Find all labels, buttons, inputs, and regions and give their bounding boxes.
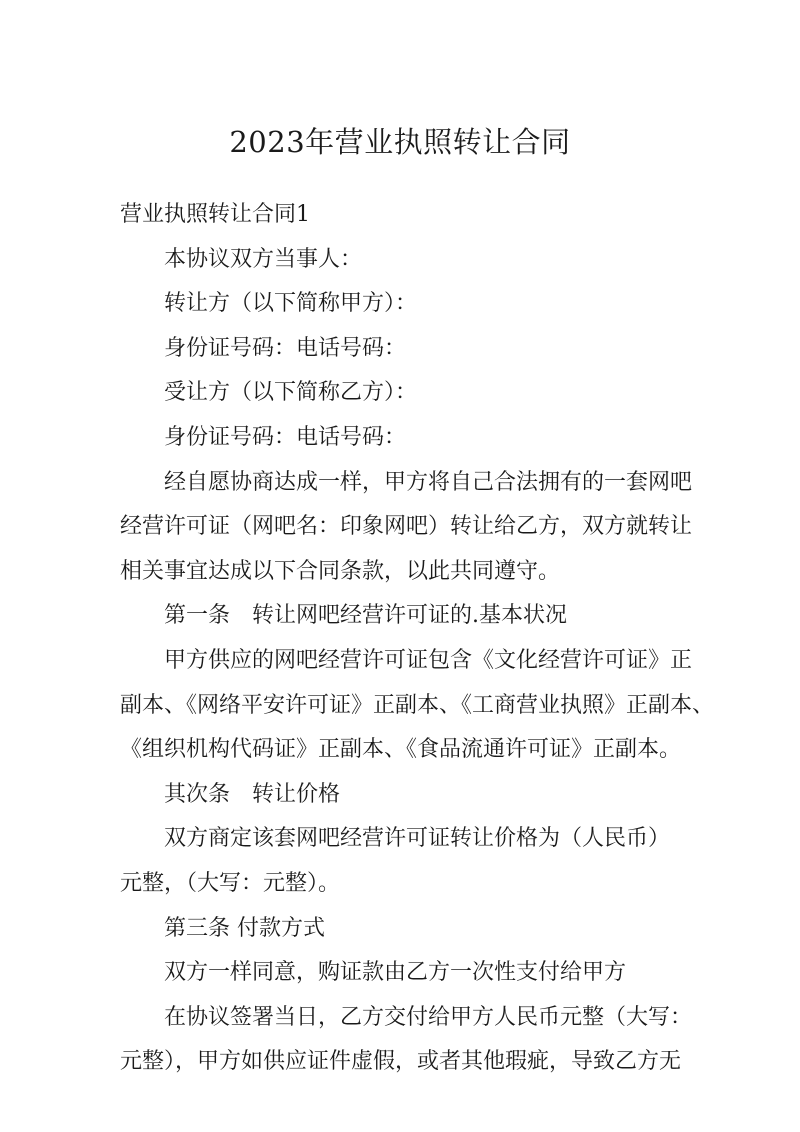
document-line: 相关事宜达成以下合同条款，以此共同遵守。 bbox=[120, 558, 561, 584]
document-line: 其次条 转让价格 bbox=[164, 781, 341, 807]
document-line: 第三条 付款方式 bbox=[164, 915, 325, 941]
document-line: 经营许可证（网吧名：印象网吧）转让给乙方，双方就转让 bbox=[120, 514, 693, 540]
document-line: 元整，（大写：元整）。 bbox=[120, 870, 341, 896]
document-line: 营业执照转让合同1 bbox=[120, 202, 310, 227]
document-line: 转让方（以下简称甲方）： bbox=[164, 291, 418, 317]
document-line: 本协议双方当事人： bbox=[164, 246, 363, 272]
document-line: 受让方（以下简称乙方）： bbox=[164, 380, 418, 406]
document-line: 身份证号码：电话号码： bbox=[164, 424, 407, 450]
document-line: 经自愿协商达成一样，甲方将自己合法拥有的一套网吧 bbox=[164, 469, 693, 495]
document-body bbox=[120, 193, 715, 1085]
document-line: 甲方供应的网吧经营许可证包含《文化经营许可证》正 bbox=[164, 647, 693, 673]
document-line: 《组织机构代码证》正副本、《食品流通许可证》正副本。 bbox=[120, 737, 682, 763]
document-line: 双方商定该套网吧经营许可证转让价格为（人民币） bbox=[164, 826, 671, 852]
document-title: 2023年营业执照转让合同 bbox=[229, 125, 571, 159]
document-line: 元整），甲方如供应证件虚假，或者其他瑕疵，导致乙方无 bbox=[120, 1049, 682, 1075]
document-line: 身份证号码：电话号码： bbox=[164, 335, 407, 361]
document-line: 在协议签署当日，乙方交付给甲方人民币元整（大写： bbox=[164, 1004, 693, 1030]
document-line: 双方一样同意，购证款由乙方一次性支付给甲方 bbox=[164, 960, 627, 986]
document-line: 第一条 转让网吧经营许可证的.基本状况 bbox=[164, 603, 567, 629]
document-line: 副本、《网络平安许可证》正副本、《工商营业执照》正副本、 bbox=[120, 692, 715, 718]
